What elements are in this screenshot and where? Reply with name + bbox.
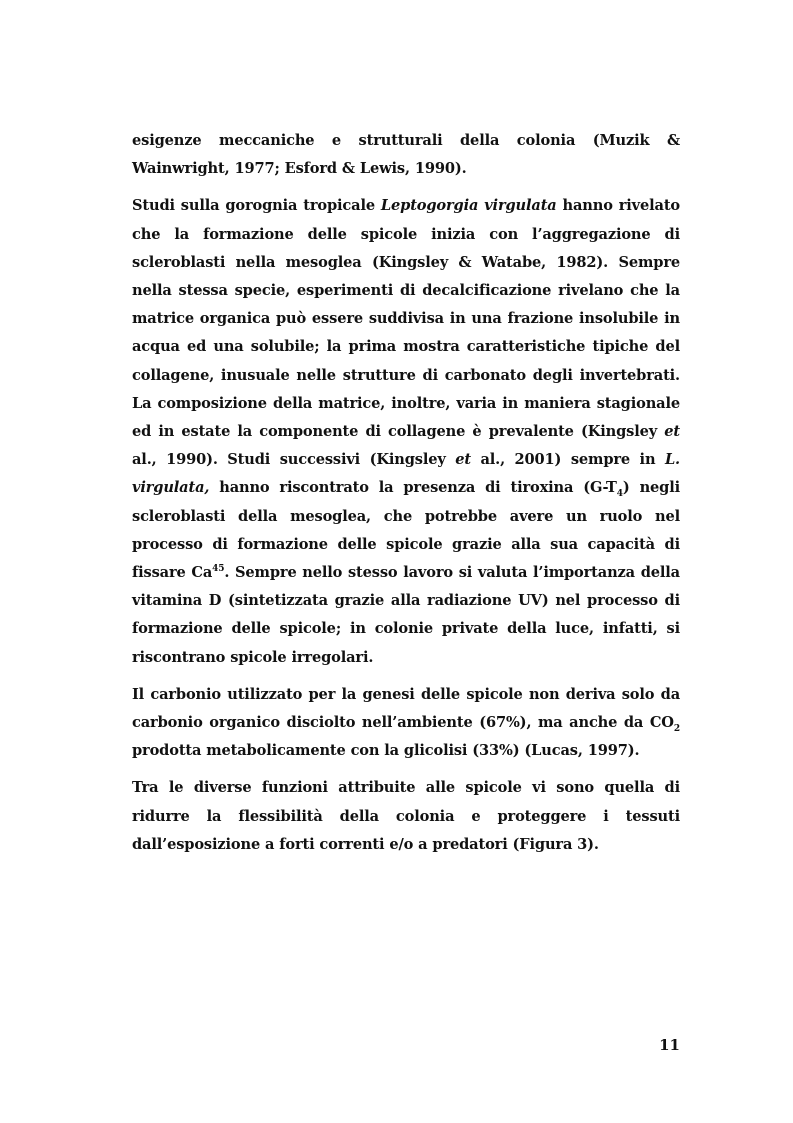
species-name: L. virgulata,	[132, 451, 680, 497]
document-body	[132, 127, 680, 868]
paragraph-4-text: Tra le diverse funzioni attribuite alle spicole vi sono quella di ridurre la flessibilità della colonia e proteggere i tessuti dall’esposizione a forti correnti e/o a predatori (Figura 3).	[132, 779, 680, 853]
subscript: 2	[673, 723, 680, 734]
paragraph-3	[132, 681, 680, 766]
paragraph-1-text: esigenze meccaniche e strutturali della colonia (Muzik & Wainwright, 1977; Esford & Lewis, 1990).	[132, 132, 680, 178]
et-al-italic: et	[664, 423, 680, 441]
superscript: 45	[212, 564, 225, 575]
paragraph-2-text: hanno rivelato che la formazione delle spicole inizia con l’aggregazione di scleroblasti nella mesoglea (Kingsley & Watabe, 1982). Sempre nella stessa specie, esperimenti di decalcificazione rivelano che la matrice organica può essere suddivisa in una frazione insolubile in acqua ed una solubile; la prima mostra caratteristiche tipiche del collagene, inusuale nelle strutture di carbonato degli invertebrati. La composizione della matrice, inoltre, varia in maniera stagionale ed in estate la componente di collagene è prevalente (Kingsley	[132, 197, 680, 441]
paragraph-4	[132, 774, 680, 859]
et-al-italic: et	[455, 451, 471, 469]
species-name: Leptogorgia virgulata	[380, 197, 557, 215]
paragraph-2-text: ) negli scleroblasti della mesoglea, che potrebbe avere un ruolo nel processo di formazione delle spicole grazie alla sua capacità di fissare Ca	[132, 479, 681, 582]
page-number: 11	[659, 1036, 680, 1054]
paragraph-2-text: hanno riscontrato la presenza di tiroxina (G-T	[209, 479, 617, 497]
paragraph-2-text: al., 1990). Studi successivi (Kingsley	[132, 451, 456, 469]
paragraph-2-text: Studi sulla gorognia tropicale	[132, 197, 381, 215]
paragraph-3-text: Il carbonio utilizzato per la genesi delle spicole non deriva solo da carbonio organico disciolto nell’ambiente (67%), ma anche da CO	[132, 685, 680, 732]
subscript: 4	[616, 489, 623, 500]
paragraph-2-text: . Sempre nello stesso lavoro si valuta l’importanza della vitamina D (sintetizzata grazie alla radiazione UV) nel processo di formazione delle spicole; in colonie private della luce, infatti, si riscontrano spicole irregolari.	[132, 564, 680, 666]
paragraph-2-text: al., 2001) sempre in	[470, 451, 665, 469]
paragraph-1	[132, 127, 680, 183]
paragraph-2	[132, 192, 680, 671]
paragraph-3-text: prodotta metabolicamente con la glicolisi (33%) (Lucas, 1997).	[132, 742, 640, 760]
